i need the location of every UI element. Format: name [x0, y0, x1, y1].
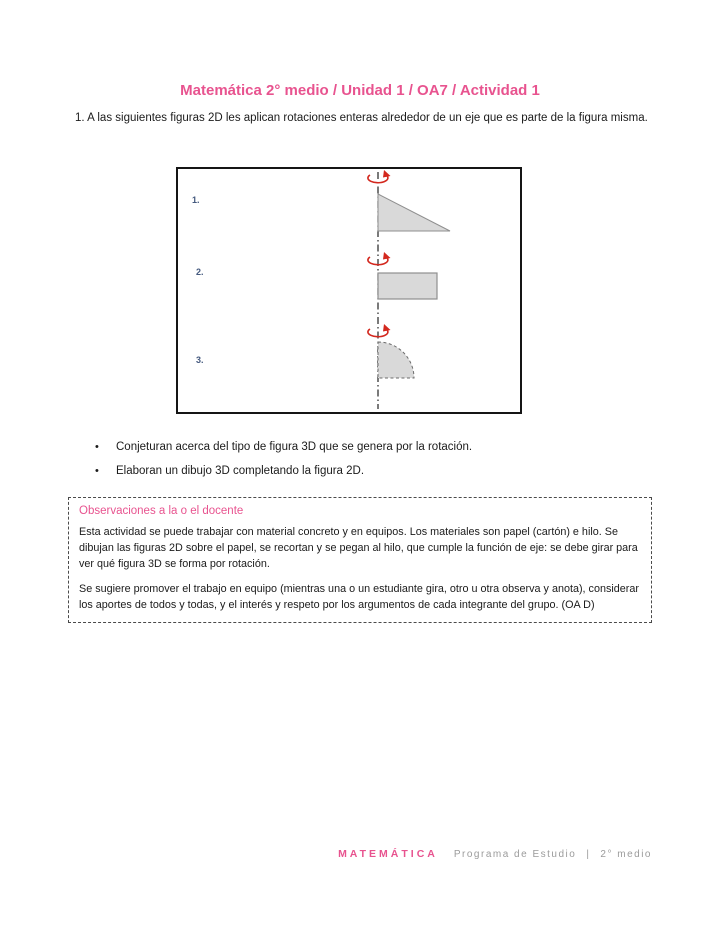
- observations-paragraph: Se sugiere promover el trabajo en equipo (mientras una o un estudiante gira, otro u otra observa y anota), considerar los aportes de todos y todas, y el interés y respeto por los argumentos de cada integrante del grupo. (OA D): [79, 582, 639, 611]
- list-item: [95, 464, 625, 479]
- rotation-arrow-icon: [368, 170, 391, 183]
- rotation-arrow-icon: [368, 324, 391, 337]
- figures-panel: [176, 167, 522, 414]
- figure-1-triangle: [378, 194, 450, 231]
- activity-bullet-list: [95, 440, 625, 488]
- bullet-text: Elaboran un dibujo 3D completando la figura 2D.: [116, 464, 365, 477]
- figure-3-quarter-circle: [378, 342, 414, 378]
- figure-1-number: 1.: [192, 195, 200, 205]
- footer-separator: |: [586, 849, 591, 860]
- footer-program: Programa de Estudio: [453, 849, 577, 860]
- figure-2-rectangle: [378, 273, 437, 299]
- footer-brand: MATEMÁTICA: [338, 848, 438, 860]
- figure-3-number: 3.: [196, 355, 204, 365]
- bullet-text: Conjeturan acerca del tipo de figura 3D que se genera por la rotación.: [116, 441, 473, 453]
- observations-heading: Observaciones a la o el docente: [79, 505, 244, 517]
- task-intro-text: 1. A las siguientes figuras 2D les aplican rotaciones enteras alrededor de un eje que es parte de la figura misma.: [75, 112, 648, 124]
- figure-2-number: 2.: [196, 267, 204, 277]
- teacher-observations-box: [68, 497, 652, 623]
- bullet-icon: •: [95, 441, 99, 453]
- observations-paragraph: Esta actividad se puede trabajar con material concreto y en equipos. Los materiales son papel (cartón) e hilo. Se dibujan las figuras 2D sobre el papel, se recortan y se pegan al hilo, que cumple la función de eje: se debe girar para ver qué figura 3D se forma por rotación.: [79, 526, 638, 571]
- footer-grade: 2° medio: [600, 849, 652, 860]
- list-item: [95, 440, 625, 455]
- figures-drawing: [178, 169, 520, 412]
- bullet-icon: •: [95, 464, 99, 477]
- page-footer: [338, 848, 652, 860]
- rotation-arrow-icon: [368, 252, 391, 265]
- page-title: Matemática 2° medio / Unidad 1 / OA7 / Actividad 1: [180, 82, 540, 99]
